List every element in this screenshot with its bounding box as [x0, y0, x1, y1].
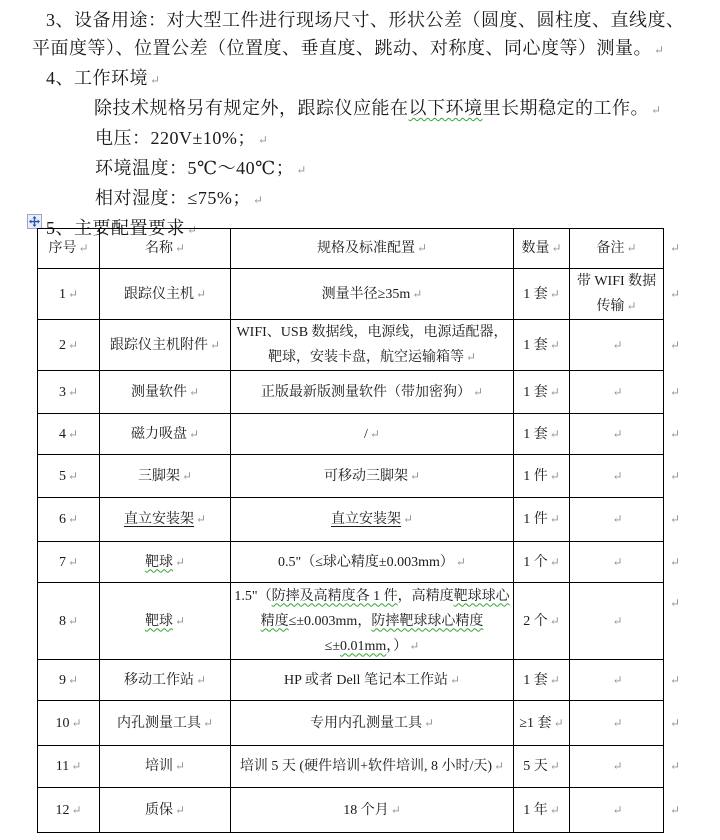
paragraph-line	[0, 124, 720, 154]
row-end-marker-cell	[664, 269, 688, 320]
text-segment: 跟踪仪主机附件	[109, 337, 208, 353]
paragraph-mark: ↵	[612, 802, 623, 817]
cell-name	[100, 269, 231, 320]
paragraph-mark: ↵	[612, 384, 623, 399]
paragraph-mark: ↵	[455, 554, 466, 569]
cell-qty	[514, 414, 570, 455]
paragraph-mark: ↵	[670, 595, 681, 610]
row-end-marker-cell	[664, 320, 688, 371]
text-segment: 可移动三脚架	[323, 468, 408, 484]
text-segment: 靶球	[144, 554, 173, 570]
paragraph-mark: ↵	[549, 426, 560, 441]
paragraph-mark: ↵	[654, 43, 665, 57]
text-segment: 名称	[144, 241, 173, 256]
paragraph-mark: ↵	[670, 468, 681, 483]
table-row	[38, 660, 688, 701]
cell-name	[100, 414, 231, 455]
paragraph-mark: ↵	[409, 468, 421, 483]
text-segment: 8	[58, 613, 66, 629]
paragraph-line	[0, 184, 720, 214]
paragraph-mark: ↵	[612, 468, 623, 483]
table-row	[38, 371, 688, 414]
text-segment: 2 个	[523, 613, 548, 629]
cell-remark	[570, 542, 664, 583]
text-segment: 7	[58, 554, 66, 570]
text-segment: 数量	[521, 241, 550, 256]
cell-name	[100, 746, 231, 788]
table-row	[38, 455, 688, 498]
cell-qty	[514, 371, 570, 414]
text-segment: 测量半径≥35m	[321, 286, 411, 302]
text-segment: 1.5"（	[234, 588, 272, 604]
cell-spec	[231, 583, 514, 660]
paragraph-mark: ↵	[551, 241, 562, 255]
text-segment: 正版最新版测量软件（带加密狗）	[260, 384, 471, 400]
paragraph-mark: ↵	[409, 638, 420, 653]
row-end-marker-cell	[664, 498, 688, 542]
text-segment: 磁力吸盘	[130, 426, 187, 442]
text-segment: ≥1 套	[519, 715, 552, 731]
paragraph-line	[0, 34, 720, 64]
text-segment: 1 套	[523, 384, 548, 400]
text-segment: 跟踪仪主机	[123, 286, 194, 302]
cell-remark	[570, 320, 664, 371]
paragraph-line	[0, 64, 720, 94]
paragraph-mark: ↵	[402, 512, 414, 526]
text-segment: 5	[58, 468, 66, 484]
paragraph-mark: ↵	[209, 337, 221, 352]
cell-remark	[570, 660, 664, 701]
text-segment: 测量软件	[130, 384, 187, 400]
cell-serial	[38, 498, 100, 542]
paragraph-mark: ↵	[612, 512, 623, 526]
cell-serial	[38, 371, 100, 414]
cell-remark	[570, 414, 664, 455]
cell-name	[100, 788, 231, 833]
cell-qty	[514, 746, 570, 788]
cell-serial	[38, 542, 100, 583]
paragraph-mark: ↵	[78, 241, 89, 255]
text-segment: 10	[55, 715, 70, 731]
text-segment: 专用内孔测量工具	[309, 715, 422, 731]
row-end-marker-cell	[664, 229, 688, 269]
cell-serial	[38, 788, 100, 833]
paragraph-mark: ↵	[670, 802, 681, 817]
row-end-marker-cell	[664, 701, 688, 746]
cell-spec	[231, 542, 514, 583]
text-segment: 1 件	[523, 512, 548, 527]
paragraph-mark: ↵	[549, 286, 560, 301]
text-segment: 1 件	[523, 468, 548, 484]
paragraph-mark: ↵	[257, 133, 268, 147]
text-segment: 0.01mm	[340, 638, 387, 654]
paragraph-mark: ↵	[494, 759, 505, 773]
text-segment: HP 或者 Dell 笔记本工作站	[283, 672, 448, 688]
paragraph-mark: ↵	[67, 512, 79, 526]
text-segment: 质保	[144, 802, 173, 818]
table-row	[38, 542, 688, 583]
paragraph-mark: ↵	[412, 286, 423, 301]
text-segment: 6	[58, 512, 66, 527]
table-row	[38, 701, 688, 746]
paragraph-mark: ↵	[67, 613, 79, 628]
text-segment: 1 套	[523, 672, 548, 688]
spec-table	[37, 228, 688, 833]
paragraph-mark: ↵	[174, 613, 186, 628]
cell-serial	[38, 660, 100, 701]
text-segment: 直立安装架	[330, 512, 401, 527]
paragraph-mark: ↵	[549, 672, 560, 687]
text-segment: 平面度等）、位置公差（位置度、垂直度、跳动、对称度、同心度等）测量。	[32, 38, 652, 58]
paragraph-mark: ↵	[67, 286, 79, 301]
text-segment: 培训 5 天 (硬件培训+软件培训, 8 小时/天)	[239, 759, 493, 774]
paragraph-mark: ↵	[670, 286, 681, 301]
table-row	[38, 320, 688, 371]
table-header-row	[38, 229, 688, 269]
text-segment: 带 WIFI 数据传输	[576, 274, 657, 314]
text-segment: 1 套	[523, 337, 548, 353]
cell-serial	[38, 455, 100, 498]
paragraph-mark: ↵	[549, 384, 560, 399]
text-segment: 0.5"（≤球心精度±0.003mm）	[278, 554, 454, 570]
text-segment: 电压：220V±10%；	[95, 128, 256, 148]
text-segment: ≤±0.003mm，	[288, 613, 372, 629]
text-segment: 3	[58, 384, 66, 400]
paragraph-mark: ↵	[670, 384, 681, 399]
paragraph-mark: ↵	[195, 672, 207, 687]
paragraph-mark: ↵	[71, 715, 82, 730]
paragraph-mark: ↵	[296, 163, 307, 177]
text-segment: 9	[58, 672, 66, 688]
cell-name	[100, 701, 231, 746]
paragraph-mark: ↵	[174, 759, 186, 773]
paragraph-mark: ↵	[174, 554, 186, 569]
paragraph-mark: ↵	[549, 337, 560, 352]
paragraph-mark: ↵	[549, 512, 560, 526]
text-segment: 1 个	[523, 554, 548, 570]
paragraph-mark: ↵	[626, 241, 637, 255]
cell-spec	[231, 788, 514, 833]
cell-spec	[231, 498, 514, 542]
row-end-marker-cell	[664, 788, 688, 833]
paragraph-mark: ↵	[465, 350, 477, 364]
paragraph-mark: ↵	[612, 759, 623, 773]
paragraph-mark: ↵	[612, 426, 623, 441]
table-header-cell	[100, 229, 231, 269]
text-segment: 18 个月	[343, 802, 389, 818]
paragraph-mark: ↵	[67, 337, 79, 352]
cell-serial	[38, 701, 100, 746]
paragraph-mark: ↵	[549, 554, 560, 569]
paragraph-line	[0, 154, 720, 184]
paragraph-mark: ↵	[150, 73, 161, 87]
cell-qty	[514, 660, 570, 701]
cell-remark	[570, 583, 664, 660]
paragraph-mark: ↵	[612, 613, 623, 628]
paragraph-mark: ↵	[612, 672, 623, 687]
paragraph-mark: ↵	[195, 512, 207, 526]
paragraph-mark: ↵	[549, 613, 560, 628]
paragraph-mark: ↵	[390, 802, 401, 817]
text-segment: 环境温度：5℃～40℃；	[95, 158, 295, 178]
row-end-marker-cell	[664, 746, 688, 788]
cell-remark	[570, 701, 664, 746]
cell-name	[100, 542, 231, 583]
table-header-cell	[231, 229, 514, 269]
table-header-cell	[514, 229, 570, 269]
text-segment: 2	[58, 337, 66, 353]
text-segment: 防摔靶球球心精度	[371, 613, 484, 629]
cell-name	[100, 583, 231, 660]
cell-remark	[570, 269, 664, 320]
paragraph-mark: ↵	[670, 672, 681, 687]
cell-serial	[38, 583, 100, 660]
paragraph-mark: ↵	[549, 468, 560, 483]
paragraph-mark: ↵	[174, 802, 186, 817]
paragraph-mark: ↵	[549, 802, 560, 817]
cell-serial	[38, 269, 100, 320]
paragraph-mark: ↵	[202, 715, 214, 730]
cell-serial	[38, 414, 100, 455]
paragraph-mark: ↵	[174, 241, 186, 255]
cell-qty	[514, 269, 570, 320]
cell-spec	[231, 414, 514, 455]
text-segment: 除技术规格另有规定外，跟踪仪应能在	[94, 98, 409, 118]
text-segment: 备注	[596, 241, 625, 256]
text-segment: 内孔测量工具	[116, 715, 201, 731]
paragraph-mark: ↵	[71, 802, 82, 817]
row-end-marker-cell	[664, 660, 688, 701]
paragraph-mark: ↵	[670, 512, 681, 526]
cell-remark	[570, 371, 664, 414]
text-segment: 直立安装架	[123, 512, 194, 527]
paragraph-mark: ↵	[252, 193, 263, 207]
text-segment: 1	[58, 286, 66, 302]
table-row	[38, 414, 688, 455]
cell-remark	[570, 746, 664, 788]
table-row	[38, 583, 688, 660]
text-segment: 三脚架	[137, 468, 180, 484]
cell-qty	[514, 498, 570, 542]
paragraph-mark: ↵	[67, 426, 79, 441]
paragraph-mark: ↵	[670, 241, 681, 255]
paragraph-mark: ↵	[612, 715, 623, 730]
text-segment: 1 套	[523, 286, 548, 302]
text-segment: WIFI、USB 数据线，电源线，电源适配器，靶球，安装卡盘，航空运输箱等	[236, 325, 508, 365]
paragraph-mark: ↵	[423, 715, 435, 730]
cell-spec	[231, 371, 514, 414]
paragraph-mark: ↵	[472, 384, 484, 399]
paragraph-mark: ↵	[181, 468, 193, 483]
cell-name	[100, 371, 231, 414]
cell-qty	[514, 320, 570, 371]
cell-qty	[514, 701, 570, 746]
paragraph-mark: ↵	[416, 241, 428, 255]
paragraph-mark: ↵	[670, 759, 681, 773]
text-segment: /	[364, 426, 368, 442]
table-header-cell	[570, 229, 664, 269]
paragraph-mark: ↵	[369, 426, 380, 441]
paragraph-mark: ↵	[188, 426, 200, 441]
text-segment: ，高精度	[397, 588, 454, 604]
paragraph-mark: ↵	[651, 103, 662, 117]
cell-name	[100, 320, 231, 371]
cell-spec	[231, 269, 514, 320]
paragraph-mark: ↵	[195, 286, 207, 301]
paragraph-mark: ↵	[187, 223, 198, 237]
row-end-marker-cell	[664, 455, 688, 498]
cell-name	[100, 498, 231, 542]
paragraph-mark: ↵	[549, 759, 560, 773]
cell-qty	[514, 455, 570, 498]
text-segment: 1 年	[523, 802, 548, 818]
paragraph-line	[0, 6, 720, 34]
row-end-marker-cell	[664, 542, 688, 583]
text-segment: 序号	[48, 241, 77, 256]
text-segment: 培训	[144, 759, 173, 774]
table-body	[38, 269, 688, 833]
row-end-marker-cell	[664, 371, 688, 414]
table-header-cell	[38, 229, 100, 269]
text-segment: ≤±	[324, 638, 341, 654]
table-row	[38, 498, 688, 542]
cell-name	[100, 660, 231, 701]
text-segment: 规格及标准配置	[316, 241, 415, 256]
text-segment: 靶球	[144, 613, 173, 629]
cell-serial	[38, 746, 100, 788]
text-segment: 里长期稳定的工作。	[482, 98, 649, 118]
cell-qty	[514, 542, 570, 583]
cell-spec	[231, 746, 514, 788]
text-segment: 靶球球心精度	[260, 588, 510, 629]
text-segment: 11	[55, 759, 70, 774]
cell-spec	[231, 660, 514, 701]
paragraph-mark: ↵	[67, 384, 79, 399]
paragraph-mark: ↵	[612, 554, 623, 569]
text-segment: 4、工作环境	[46, 68, 148, 88]
paragraph-mark: ↵	[188, 384, 200, 399]
text-segment: 以下环境	[408, 98, 483, 118]
cell-name	[100, 455, 231, 498]
text-segment: 移动工作站	[123, 672, 194, 688]
cell-remark	[570, 498, 664, 542]
paragraph-mark: ↵	[449, 672, 461, 687]
text-segment: 3、设备用途：对大型工件进行现场尺寸、形状公差（圆度、圆柱度、直线度、	[46, 10, 685, 30]
text-segment: 4	[58, 426, 66, 442]
paragraph-mark: ↵	[67, 554, 79, 569]
paragraph-mark: ↵	[626, 299, 637, 313]
cell-serial	[38, 320, 100, 371]
paragraph-mark: ↵	[67, 468, 79, 483]
paragraph-line	[0, 94, 720, 124]
cell-qty	[514, 788, 570, 833]
paragraph-mark: ↵	[670, 337, 681, 352]
text-segment: 相对湿度：≤75%；	[95, 188, 251, 208]
paragraph-mark: ↵	[670, 554, 681, 569]
table-row	[38, 269, 688, 320]
text-segment: 5、主要配置要求	[46, 218, 185, 238]
text-segment: 5 天	[523, 759, 548, 774]
table-row	[38, 788, 688, 833]
row-end-marker-cell	[664, 414, 688, 455]
paragraph-mark: ↵	[612, 337, 623, 352]
row-end-marker-cell	[664, 583, 688, 660]
cell-spec	[231, 455, 514, 498]
cell-qty	[514, 583, 570, 660]
table-head	[38, 229, 688, 269]
intro-paragraphs	[0, 6, 720, 244]
text-segment: ，）	[386, 638, 408, 654]
text-segment: 防摔及高精度各 1 件	[271, 588, 398, 604]
cell-spec	[231, 320, 514, 371]
table-row	[38, 746, 688, 788]
text-segment: 1 套	[523, 426, 548, 442]
paragraph-mark: ↵	[67, 672, 79, 687]
paragraph-mark: ↵	[553, 715, 564, 730]
paragraph-mark: ↵	[670, 426, 681, 441]
cell-remark	[570, 788, 664, 833]
paragraph-mark: ↵	[670, 715, 681, 730]
cell-remark	[570, 455, 664, 498]
text-segment: 12	[55, 802, 70, 818]
cell-spec	[231, 701, 514, 746]
paragraph-mark: ↵	[71, 759, 82, 773]
